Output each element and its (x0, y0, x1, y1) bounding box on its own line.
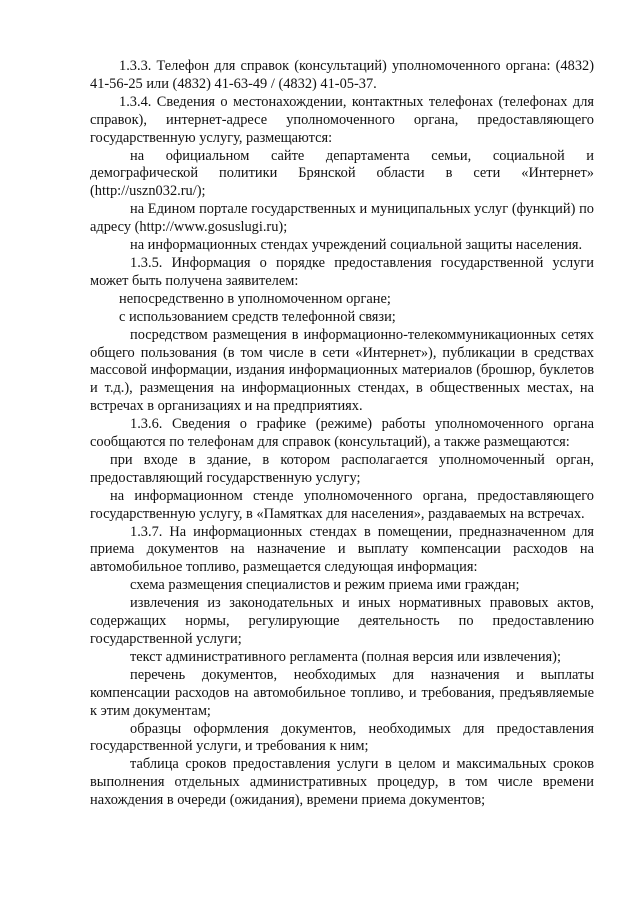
paragraph-1-3-4: 1.3.4. Сведения о местонахождении, контактных телефонах (телефонах для справок), интернет-адресе уполномоченного органа, предоставляющего государственную услугу, размещаются: (90, 93, 594, 146)
paragraph-unified-portal: на Едином портале государственных и муниципальных услуг (функций) по адресу (http://www.gosuslugi.ru); (90, 201, 594, 236)
paragraph-specialists-scheme: схема размещения специалистов и режим приема ими граждан; (130, 577, 520, 594)
paragraph-networks: посредством размещения в информационно-телекоммуникационных сетях общего пользования (в том числе в сети «Интернет»), публикации в средствах массовой информации, издания информационных материалов (брошюр, буклетов и т.д.), размещения на информационных стендах, в общественных местах, на встречах в организациях и на предприятиях. (90, 326, 594, 415)
document-body (90, 58, 594, 810)
paragraph-1-3-3: 1.3.3. Телефон для справок (консультаций) уполномоченного органа: (4832) 41-56-25 или (4832) 41-63-49 / (4832) 41-05-37. (90, 58, 594, 92)
paragraph-building-entrance: при входе в здание, в котором располагается уполномоченный орган, предоставляющий государственную услугу; (90, 451, 594, 486)
paragraph-documents-list: перечень документов, необходимых для назначения и выплаты компенсации расходов на автомобильное топливо, и требования, предъявляемые к этим документам; (90, 666, 594, 719)
paragraph-1-3-7: 1.3.7. На информационных стендах в помещении, предназначенном для приема документов на назначение и выплату компенсации расходов на автомобильное топливо, размещается следующая информация: (90, 523, 594, 576)
paragraph-phone: с использованием средств телефонной связи; (119, 308, 396, 325)
paragraph-deadlines-table: таблица сроков предоставления услуги в целом и максимальных сроков выполнения отдельных административных процедур, в том числе времени нахождения в очереди (ожидания), времени приема документов; (90, 756, 594, 809)
paragraph-legislation-extracts: извлечения из законодательных и иных нормативных правовых актов, содержащих нормы, регулирующие деятельность по предоставлению государственной услуги; (90, 595, 594, 647)
paragraph-1-3-6: 1.3.6. Сведения о графике (режиме) работы уполномоченного органа сообщаются по телефонам для справок (консультаций), а также размещаются: (90, 416, 594, 451)
paragraph-document-samples: образцы оформления документов, необходимых для предоставления государственной услуги, и требования к ним; (90, 720, 594, 755)
paragraph-regulation-text: текст административного регламента (полная версия или извлечения); (130, 648, 561, 665)
paragraph-1-3-5: 1.3.5. Информация о порядке предоставления государственной услуги может быть получена заявителем: (90, 254, 594, 289)
paragraph-directly: непосредственно в уполномоченном органе; (119, 290, 391, 307)
paragraph-info-stand-memo: на информационном стенде уполномоченного органа, предоставляющего государственную услугу, в «Памятках для населения», раздаваемых на встречах. (90, 487, 594, 522)
paragraph-official-site: на официальном сайте департамента семьи, социальной и демографической политики Брянской области в сети «Интернет» (http://uszn032.ru/); (90, 147, 594, 200)
paragraph-info-stands: на информационных стендах учреждений социальной защиты населения. (130, 237, 583, 254)
